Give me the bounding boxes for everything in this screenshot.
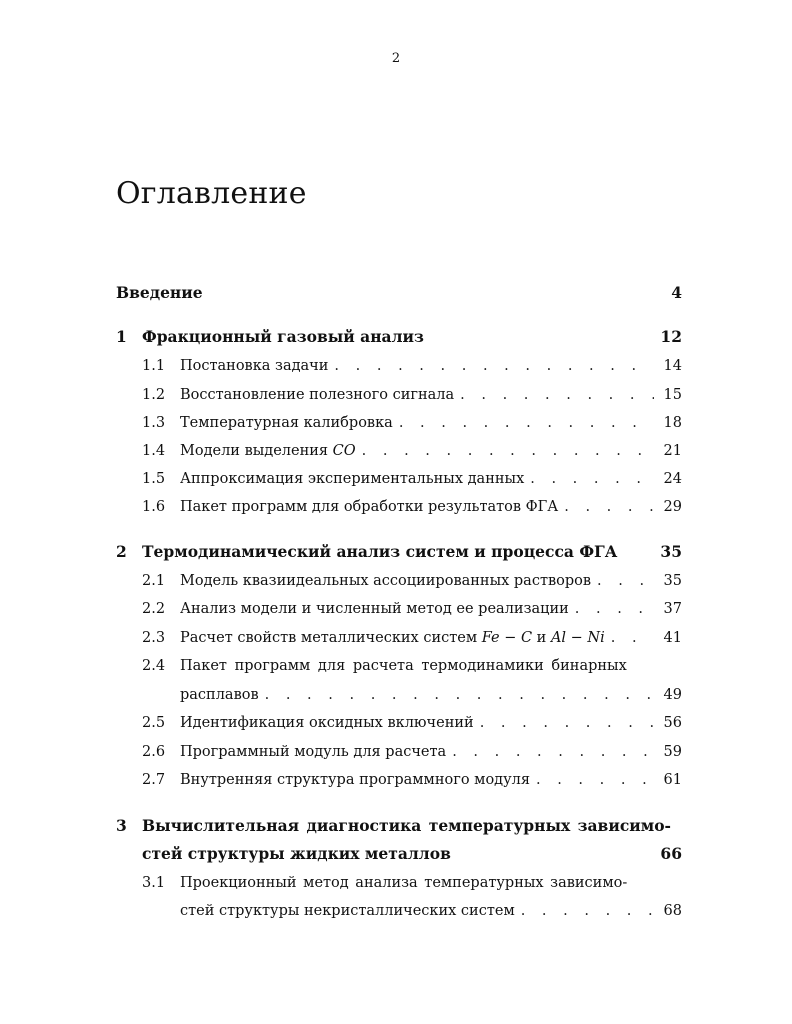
leader-dots [265,684,654,706]
chapter-title: Термодинамический анализ систем и процесса ФГА [142,542,618,561]
toc-section-1-2[interactable] [142,384,682,406]
section-number: 1.3 [142,415,166,431]
section-number: 2.4 [142,658,166,674]
toc-section-2-5[interactable] [142,712,682,734]
chapter-number: 1 [116,327,127,346]
section-number: 2.1 [142,573,166,589]
toc-section-2-6[interactable] [142,741,682,763]
section-page: 49 [663,687,682,703]
section-number: 2.3 [142,630,166,646]
toc-entry-introduction[interactable] [116,282,682,304]
chapter-page: 12 [660,327,682,346]
chapter-number: 2 [116,542,127,561]
section-title-line2: стей структуры некристаллических систем [180,903,515,919]
section-page: 18 [663,415,682,431]
toc-chapter-3[interactable] [116,815,682,837]
formula: CO [332,443,356,459]
formula: Al − Ni [550,630,605,646]
chapter-number: 3 [116,816,127,835]
toc-chapter-2[interactable] [116,541,682,563]
toc-section-2-4[interactable] [142,655,682,677]
section-title: Программный модуль для расчета [180,744,447,760]
section-page: 15 [663,387,682,403]
toc-section-2-2[interactable] [142,598,682,620]
section-number: 1.1 [142,358,166,374]
page-number: 2 [391,51,401,66]
toc-section-1-1[interactable] [142,355,682,377]
toc-section-1-5[interactable] [142,468,682,490]
section-title: Анализ модели и численный метод ее реализации [180,601,569,617]
chapter-page: 35 [660,542,682,561]
section-page: 59 [663,744,682,760]
section-title-line1: Проекционный метод анализа температурных зависимо- [180,875,628,891]
section-title: Модели выделения CO [180,443,356,459]
toc-section-3-1-cont[interactable] [142,900,682,922]
section-page: 24 [663,471,682,487]
section-page: 41 [663,630,682,646]
section-page: 68 [663,903,682,919]
toc-section-1-4[interactable] [142,440,682,462]
section-title: Постановка задачи [180,358,329,374]
toc-section-1-6[interactable] [142,496,682,518]
chapter-title-line2: стей структуры жидких металлов [142,844,451,863]
leader-dots [611,627,654,649]
toc-section-2-4-cont[interactable] [142,684,682,706]
toc-entry-page: 4 [671,283,682,302]
toc-section-2-1[interactable] [142,570,682,592]
section-title: Идентификация оксидных включений [180,715,474,731]
section-page: 61 [663,772,682,788]
toc-chapter-1[interactable] [116,326,682,348]
chapter-page: 66 [660,844,682,863]
chapter-title: Фракционный газовый анализ [142,327,424,346]
leader-dots [521,900,654,922]
leader-dots [597,570,654,592]
section-number: 2.5 [142,715,166,731]
toc-chapter-3-cont[interactable] [116,843,682,865]
toc-section-2-7[interactable] [142,769,682,791]
section-page: 35 [663,573,682,589]
section-page: 29 [663,499,682,515]
section-title-line2: расплавов [180,687,259,703]
leader-dots [362,440,654,462]
page-title: Оглавление [116,176,307,211]
leader-dots [399,412,654,434]
section-number: 2.6 [142,744,166,760]
section-number: 1.4 [142,443,166,459]
section-number: 1.6 [142,499,166,515]
formula: Fe − C [481,630,533,646]
section-number: 2.7 [142,772,166,788]
leader-dots [334,355,654,377]
section-title: Температурная калибровка [180,415,393,431]
toc-section-3-1[interactable] [142,872,682,894]
section-page: 56 [663,715,682,731]
leader-dots [564,496,654,518]
leader-dots [452,741,654,763]
section-title: Модель квазиидеальных ассоциированных растворов [180,573,592,589]
section-title: Внутренняя структура программного модуля [180,772,530,788]
section-title: Пакет программ для обработки результатов ФГА [180,499,559,515]
leader-dots [575,598,654,620]
leader-dots [536,769,654,791]
toc-section-1-3[interactable] [142,412,682,434]
section-number: 1.5 [142,471,166,487]
leader-dots [480,712,654,734]
section-title: Восстановление полезного сигнала [180,387,455,403]
section-title: Аппроксимация экспериментальных данных [180,471,525,487]
section-page: 37 [663,601,682,617]
leader-dots [460,384,654,406]
leader-dots [530,468,654,490]
toc-section-2-3[interactable] [142,627,682,649]
section-title: Расчет свойств металлических систем Fe − C и Al − Ni [180,630,605,646]
section-page: 14 [663,358,682,374]
chapter-title-line1: Вычислительная диагностика температурных зависимо- [142,816,671,835]
section-number: 2.2 [142,601,166,617]
toc-entry-title: Введение [116,283,203,302]
section-title-line1: Пакет программ для расчета термодинамики бинарных [180,658,627,674]
section-number: 3.1 [142,875,166,891]
section-page: 21 [663,443,682,459]
section-number: 1.2 [142,387,166,403]
